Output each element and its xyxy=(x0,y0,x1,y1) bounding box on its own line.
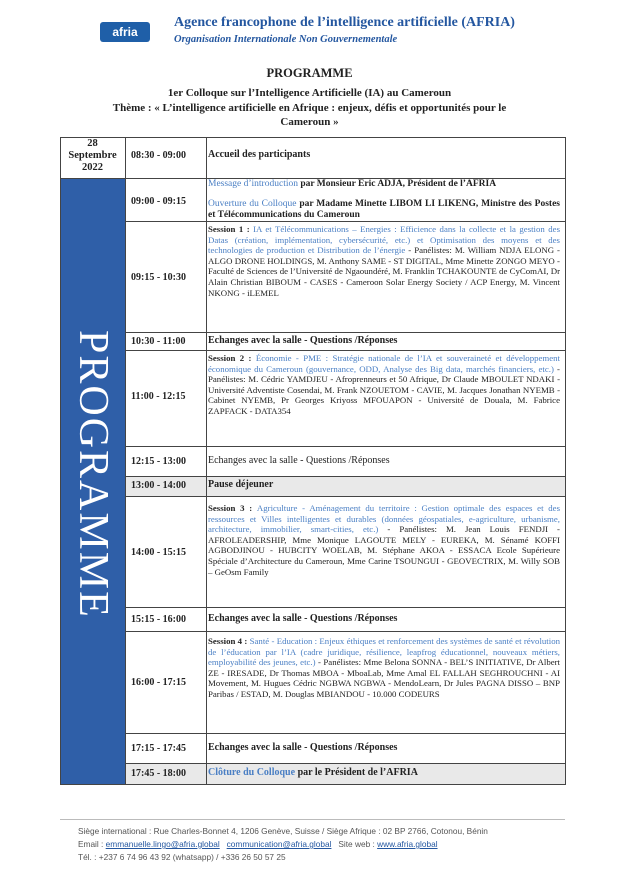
sidebar-label: PROGRAMME xyxy=(70,330,116,619)
session-speakers: - Panélistes: M. Jean Louis FENDJI - AFROLEADERSHIP, Mme Monique LAGOUTE MELY - EUREKA, M. Sénamé KOFFI AGBODJINOU - HUBCITY WOELAB, M. Stéphane AKOA - ESSACA Ecole Supérieure Spéciale d’Architecture du Cameroun, Mme Carine TSOUNGUI - GEOVECTRIX, M. Willy SOB – GeOsm Family xyxy=(208,524,560,577)
date-month: Septembre xyxy=(68,150,117,161)
schedule-row xyxy=(125,138,565,178)
schedule-row xyxy=(125,333,565,350)
row-time: 13:00 - 14:00 xyxy=(131,480,186,491)
session-topic: Économie - PME : Stratégie nationale de l’IA et souveraineté et développement économique du Cameroun (gouvernance, ODD, Analyse des Big data, marchés financiers, etc.) xyxy=(208,353,560,374)
row-time: 08:30 - 09:00 xyxy=(131,150,186,161)
schedule-row xyxy=(125,351,565,446)
schedule-row xyxy=(125,222,565,332)
row-text: Echanges avec la salle - Questions /Réponses xyxy=(208,455,390,466)
row-text: Echanges avec la salle - Questions /Réponses xyxy=(208,335,398,346)
document-titles xyxy=(0,66,619,129)
row-time: 10:30 - 11:00 xyxy=(131,336,186,347)
session-topic: Santé - Education : Enjeux éthiques et renforcement des systèmes de santé et révolution de l’éducation par l’IA (cadre juridique, résilience, leapfrog éducationnel, nouveaux métiers, employabilité des jeunes, etc.) xyxy=(208,636,560,668)
session-label: Session 2 : xyxy=(208,353,256,363)
website-link[interactable]: www.afria.global xyxy=(377,839,438,849)
schedule-row xyxy=(125,447,565,476)
row-time: 17:15 - 17:45 xyxy=(131,743,186,754)
closing-label: Clôture du Colloque xyxy=(208,767,296,778)
row-time: 09:00 - 09:15 xyxy=(131,196,186,207)
session-speakers: - Panélistes: M. Cédric YAMDJEU - Afroprenneurs et 50 Afrique, Dr Claude MBOULET NDAKI - Université Adventiste Cosendai, M. Frank NZOUETOM - CAVIE, M. Jacques Jonathan NYEMB - Cabinet NYEMB, Pr Georges Kriyoss MFOUAPON - Université de Douala, M. Fabrice ZAPFACK - DATA354 xyxy=(208,363,560,416)
row-time: 15:15 - 16:00 xyxy=(131,614,186,625)
site-label: Site web : xyxy=(338,839,378,849)
schedule-row xyxy=(125,632,565,733)
opening-speaker: par Madame Minette LIBOM LI LIKENG, Ministre des Postes et Télécommunications du Cameroun xyxy=(208,199,561,220)
schedule-row xyxy=(125,497,565,607)
row-text: Accueil des participants xyxy=(208,149,311,160)
row-text: Pause déjeuner xyxy=(208,479,274,490)
session-label: Session 4 : xyxy=(208,636,250,646)
page-footer xyxy=(78,825,488,864)
session-text xyxy=(208,503,560,577)
page-header xyxy=(0,0,619,60)
session-text xyxy=(208,353,560,417)
row-time: 16:00 - 17:15 xyxy=(131,677,186,688)
schedule-row xyxy=(125,734,565,763)
footer-address: Siège international : Rue Charles-Bonnet 4, 1206 Genève, Suisse / Siège Afrique : 02 BP 2766, Cotonou, Bénin xyxy=(78,826,488,836)
org-subtitle: Organisation Internationale Non Gouvernementale xyxy=(174,34,398,45)
row-text xyxy=(208,179,560,221)
row-text: Echanges avec la salle - Questions /Réponses xyxy=(208,742,398,753)
email-link-2[interactable]: communication@afria.global xyxy=(226,839,332,849)
intro-message-speaker: par Monsieur Eric ADJA, Président de l’AFRIA xyxy=(297,179,497,189)
programme-title: PROGRAMME xyxy=(266,66,353,80)
row-time: 09:15 - 10:30 xyxy=(131,272,186,283)
date-cell xyxy=(60,138,125,174)
theme-title: Thème : « L’intelligence artificielle en Afrique : enjeux, défis et opportunités pour le Cameroun » xyxy=(112,102,507,128)
row-time: 14:00 - 15:15 xyxy=(131,547,186,558)
schedule-row xyxy=(125,477,565,496)
session-topic: Agriculture - Aménagement du territoire : Gestion optimale des espaces et des ressources et Villes intelligentes et durables (données géospatiales, e-agriculture, urbanisme, architecture, immobilier, smart-cities, etc.) xyxy=(208,503,560,535)
date-day: 28 xyxy=(87,138,98,149)
table-border-right xyxy=(565,137,566,785)
session-topic: IA et Télécommunications – Energies : Efficience dans la collecte et la gestion des Datas (création, implémentation, cybersécurité, etc.) et Optimisation des moyens et des technologies de production et Distribution de l’énergie xyxy=(208,224,560,256)
table-border-left xyxy=(60,137,61,785)
date-year: 2022 xyxy=(82,162,103,173)
session-speakers: - Panélistes: M. William NDJA ELONG - ALGO DRONE HOLDINGS, M. Anthony SAME - ST DIGITAL, Mme Minette ZONGO MEYO - Faculté de Sciences de l’Université de Ngaoundéré, M. Franklin TCHAKOUNTE de CyComAI, Dr Alain Christian BIBOUM - CASES - Cameroon Solar Energy Society / ACP Energy, M. Vincent NKONG - iLEMEL xyxy=(208,245,560,298)
row-time: 11:00 - 12:15 xyxy=(131,391,186,402)
session-label: Session 1 : xyxy=(208,224,254,234)
footer-divider xyxy=(60,819,565,820)
intro-message-label: Message d’introduction xyxy=(208,179,298,189)
closing-speaker: par le Président de l’AFRIA xyxy=(295,767,418,778)
row-text xyxy=(208,768,560,779)
row-time: 12:15 - 13:00 xyxy=(131,456,186,467)
session-text xyxy=(208,224,560,298)
footer-contacts xyxy=(78,838,488,851)
row-time: 17:45 - 18:00 xyxy=(131,768,186,779)
email-link-1[interactable]: emmanuelle.lingo@afria.global xyxy=(105,839,220,849)
schedule-row xyxy=(125,764,565,784)
session-text xyxy=(208,636,560,700)
footer-phone: Tél. : +237 6 74 96 43 92 (whatsapp) / +336 26 50 57 25 xyxy=(78,852,286,862)
org-name: Agence francophone de l’intelligence artificielle (AFRIA) xyxy=(174,15,515,30)
schedule-row xyxy=(125,608,565,631)
colloque-title: 1er Colloque sur l’Intelligence Artificielle (IA) au Cameroun xyxy=(167,87,452,99)
table-border-bottom xyxy=(60,784,565,785)
email-label: Email : xyxy=(78,839,106,849)
opening-label: Ouverture du Colloque xyxy=(208,199,297,209)
afria-logo: afria xyxy=(100,22,150,42)
row-text: Echanges avec la salle - Questions /Réponses xyxy=(208,613,398,624)
session-speakers: - Panélistes: Mme Belona SONNA - BEL’S INITIATIVE, Dr Albert ZE - IRESADE, Dr Thomas MBOA - MboaLab, Mme Amal EL FALLAH SEGHROUCHNI - AI Movement, M. Hugues Cédric NGBWA NGBWA - MendoLearn, Dr Jules PAGNA DISSO – BNP Paribas / ESTAD, M. Douglas MBIANDOU - 10.000 CODEURS xyxy=(208,657,560,699)
schedule-row xyxy=(125,179,565,221)
session-label: Session 3 : xyxy=(208,503,257,513)
